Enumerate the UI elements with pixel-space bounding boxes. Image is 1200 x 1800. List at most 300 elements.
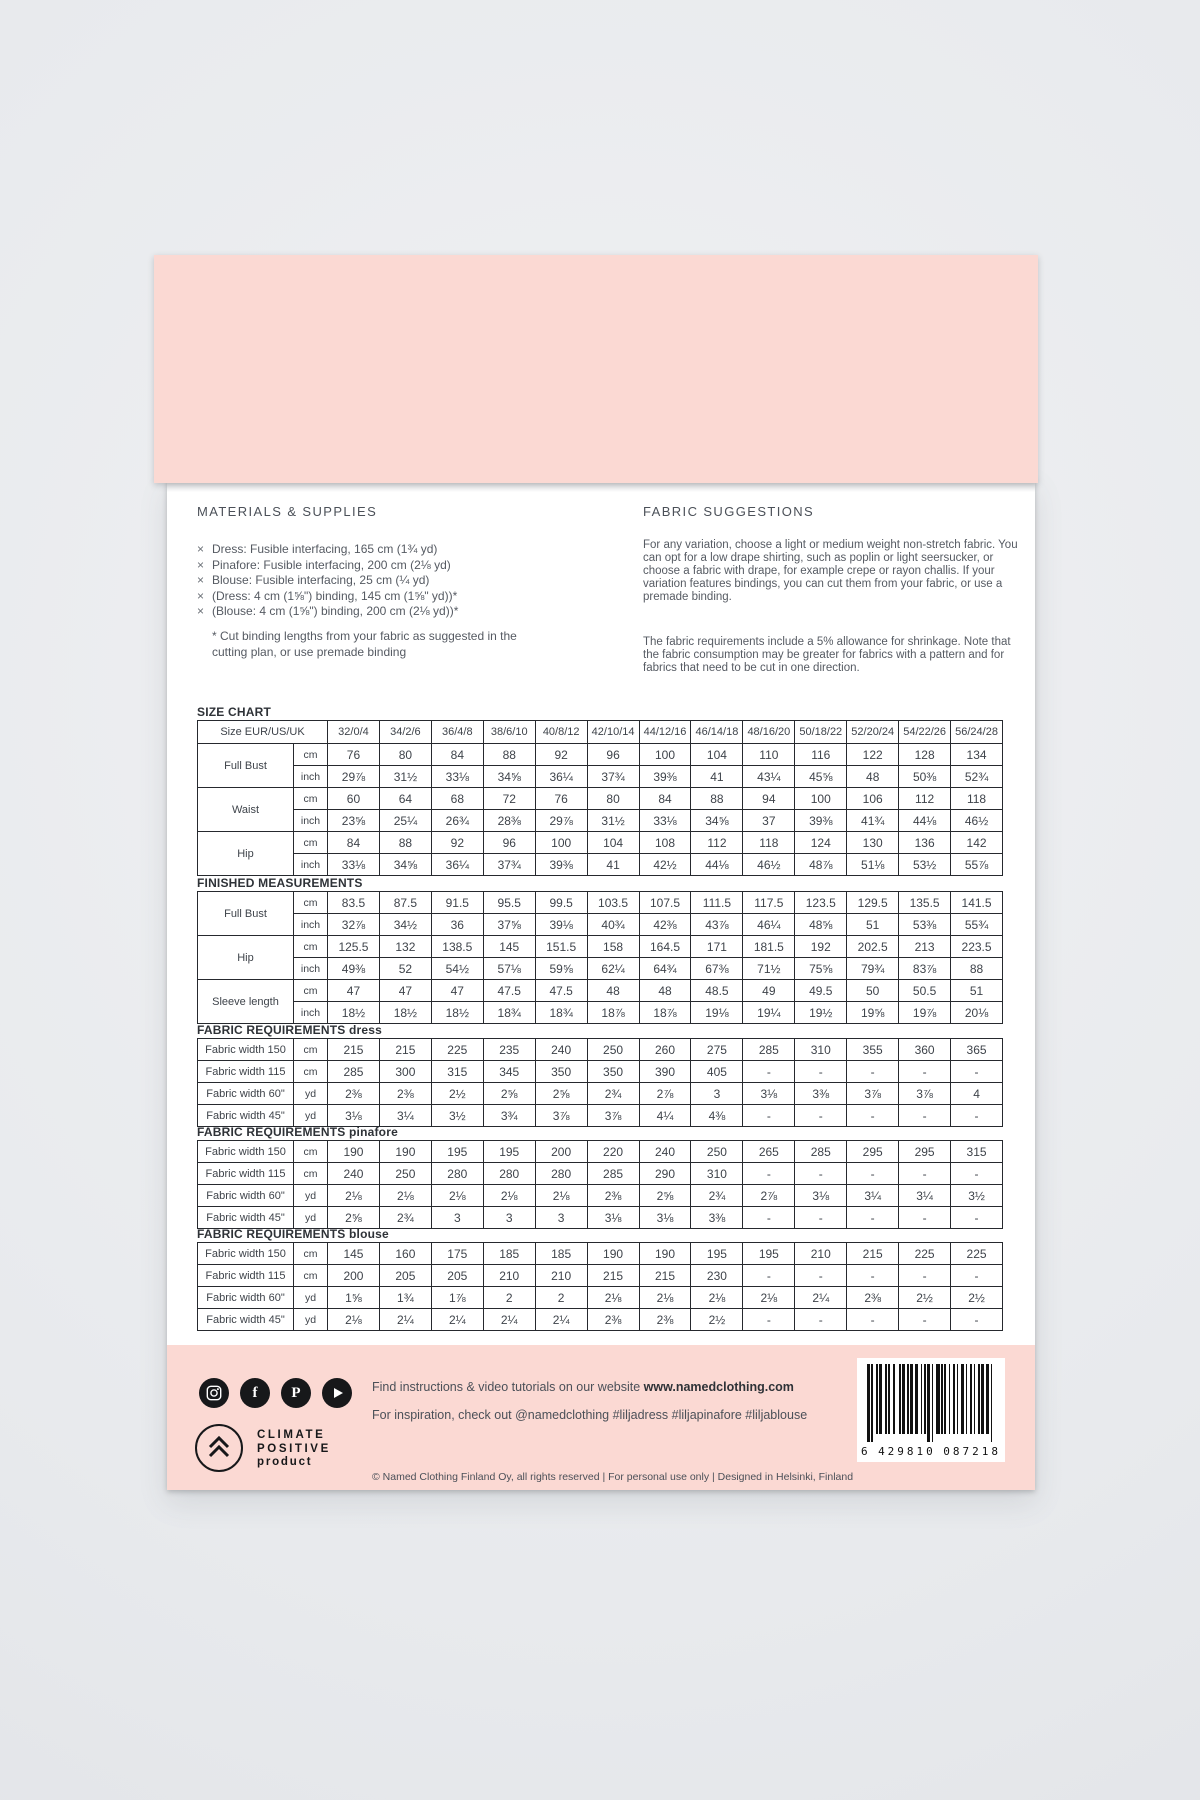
footer-website-line: Find instructions & video tutorials on our website www.namedclothing.com bbox=[372, 1380, 794, 1394]
table-cell: 79¾ bbox=[847, 958, 899, 980]
table-cell: 275 bbox=[691, 1039, 743, 1061]
table-cell: 2 bbox=[535, 1287, 587, 1309]
table-cell: 18⅞ bbox=[587, 1002, 639, 1024]
table-cell: 59⅝ bbox=[535, 958, 587, 980]
youtube-icon bbox=[322, 1378, 352, 1408]
table-cell: - bbox=[899, 1163, 951, 1185]
table-cell: - bbox=[743, 1163, 795, 1185]
table-cell: 2⅛ bbox=[587, 1287, 639, 1309]
table-cell: 47.5 bbox=[483, 980, 535, 1002]
table-cell: 50 bbox=[847, 980, 899, 1002]
table-cell: 53⅜ bbox=[899, 914, 951, 936]
table-cell: 41 bbox=[587, 854, 639, 876]
table-cell: 3⅞ bbox=[899, 1083, 951, 1105]
table-cell: 355 bbox=[847, 1039, 899, 1061]
table-cell: 49.5 bbox=[795, 980, 847, 1002]
table-cell: 48/16/20 bbox=[743, 721, 795, 744]
table-cell: 175 bbox=[431, 1243, 483, 1265]
table-cell: 195 bbox=[743, 1243, 795, 1265]
table-row bbox=[198, 936, 1003, 958]
table-cell: 100 bbox=[535, 832, 587, 854]
table-cell: - bbox=[847, 1105, 899, 1127]
table-cell: - bbox=[743, 1309, 795, 1331]
table-cell: 80 bbox=[587, 788, 639, 810]
table-cell: 40/8/12 bbox=[535, 721, 587, 744]
table-cell: 2⅜ bbox=[328, 1083, 380, 1105]
x-bullet: × bbox=[197, 557, 205, 572]
table-cell: 34/2/6 bbox=[379, 721, 431, 744]
table-cell: 2⅛ bbox=[379, 1185, 431, 1207]
table-cell: 145 bbox=[328, 1243, 380, 1265]
table-cell: 51⅛ bbox=[847, 854, 899, 876]
table-cell: 4⅜ bbox=[691, 1105, 743, 1127]
table-cell: 117.5 bbox=[743, 892, 795, 914]
list-item: × (Dress: 4 cm (1⅝") binding, 145 cm (1⅝" yd))* bbox=[197, 588, 458, 603]
size-chart-table bbox=[197, 720, 1003, 876]
table-cell: 365 bbox=[951, 1039, 1003, 1061]
table-cell: 2⅞ bbox=[743, 1185, 795, 1207]
table-cell: 54/22/26 bbox=[899, 721, 951, 744]
table-row bbox=[198, 1163, 1003, 1185]
table-cell: 94 bbox=[743, 788, 795, 810]
table-cell: 141.5 bbox=[951, 892, 1003, 914]
fabric-req-pinafore bbox=[197, 1140, 1003, 1229]
table-cell: 19½ bbox=[795, 1002, 847, 1024]
table-cell: 91.5 bbox=[431, 892, 483, 914]
table-cell: - bbox=[847, 1207, 899, 1229]
table-cell: 38/6/10 bbox=[483, 721, 535, 744]
table-cell: 48⅝ bbox=[795, 914, 847, 936]
table-cell: 1⅞ bbox=[431, 1287, 483, 1309]
table-cell: - bbox=[899, 1265, 951, 1287]
table-cell: 88 bbox=[951, 958, 1003, 980]
table-cell: 3 bbox=[691, 1083, 743, 1105]
table-cell: 48 bbox=[587, 980, 639, 1002]
table-cell: 1¾ bbox=[379, 1287, 431, 1309]
table-cell: 39⅛ bbox=[535, 914, 587, 936]
table-cell: 2⅛ bbox=[328, 1309, 380, 1331]
table-row bbox=[198, 854, 1003, 876]
table-cell: Fabric width 45" bbox=[198, 1105, 294, 1127]
table-cell: - bbox=[951, 1207, 1003, 1229]
table-cell: 2⅝ bbox=[328, 1207, 380, 1229]
table-cell: 62¼ bbox=[587, 958, 639, 980]
table-cell: 26¾ bbox=[431, 810, 483, 832]
x-bullet: × bbox=[197, 542, 205, 556]
table-cell: 134 bbox=[951, 744, 1003, 766]
table-cell: 160 bbox=[379, 1243, 431, 1265]
table-cell: 34⅝ bbox=[691, 810, 743, 832]
table-cell: - bbox=[951, 1105, 1003, 1127]
table-cell: 19⅝ bbox=[847, 1002, 899, 1024]
table-cell: - bbox=[847, 1309, 899, 1331]
req-pinafore-table bbox=[197, 1140, 1003, 1229]
table-cell: 2¼ bbox=[483, 1309, 535, 1331]
table-cell: - bbox=[743, 1061, 795, 1083]
table-cell: 2⅝ bbox=[639, 1185, 691, 1207]
table-cell: 112 bbox=[691, 832, 743, 854]
table-cell: 34⅝ bbox=[483, 766, 535, 788]
table-cell: yd bbox=[294, 1185, 328, 1207]
table-cell: 3¼ bbox=[899, 1185, 951, 1207]
table-cell: 80 bbox=[379, 744, 431, 766]
table-cell: 2⅜ bbox=[587, 1309, 639, 1331]
table-cell: 190 bbox=[379, 1141, 431, 1163]
table-cell: 3⅞ bbox=[847, 1083, 899, 1105]
table-cell: 3¼ bbox=[379, 1105, 431, 1127]
table-cell: 164.5 bbox=[639, 936, 691, 958]
table-cell: 28⅜ bbox=[483, 810, 535, 832]
table-cell: 3⅛ bbox=[639, 1207, 691, 1229]
table-row bbox=[198, 1207, 1003, 1229]
table-cell: 2½ bbox=[431, 1083, 483, 1105]
table-cell: cm bbox=[294, 1141, 328, 1163]
table-cell: 205 bbox=[431, 1265, 483, 1287]
table-cell: - bbox=[951, 1061, 1003, 1083]
table-cell: 37¾ bbox=[483, 854, 535, 876]
materials-title: MATERIALS & SUPPLIES bbox=[197, 504, 378, 519]
table-cell: 106 bbox=[847, 788, 899, 810]
table-cell: 285 bbox=[587, 1163, 639, 1185]
table-cell: 41 bbox=[691, 766, 743, 788]
x-bullet: × bbox=[197, 604, 205, 619]
table-cell: 215 bbox=[847, 1243, 899, 1265]
table-cell: 34½ bbox=[379, 914, 431, 936]
table-cell: 18¾ bbox=[483, 1002, 535, 1024]
table-cell: 3⅞ bbox=[535, 1105, 587, 1127]
table-cell: 95.5 bbox=[483, 892, 535, 914]
table-row bbox=[198, 914, 1003, 936]
table-cell: 2⅛ bbox=[535, 1185, 587, 1207]
facebook-icon: f bbox=[240, 1378, 270, 1408]
table-cell: 205 bbox=[379, 1265, 431, 1287]
table-cell: - bbox=[899, 1207, 951, 1229]
table-cell: - bbox=[743, 1207, 795, 1229]
table-cell: 132 bbox=[379, 936, 431, 958]
table-row bbox=[198, 1105, 1003, 1127]
binding-footnote: * Cut binding lengths from your fabric as suggested in the cutting plan, or use premade binding bbox=[212, 629, 517, 659]
table-cell: 3⅛ bbox=[795, 1185, 847, 1207]
table-cell: 2¼ bbox=[431, 1309, 483, 1331]
table-cell: 116 bbox=[795, 744, 847, 766]
table-cell: 49 bbox=[743, 980, 795, 1002]
table-cell: 2⅛ bbox=[483, 1185, 535, 1207]
table-cell: yd bbox=[294, 1287, 328, 1309]
list-item: × (Blouse: 4 cm (1⅝") binding, 200 cm (2⅛ yd))* bbox=[197, 604, 459, 619]
table-cell: 250 bbox=[587, 1039, 639, 1061]
table-cell: 130 bbox=[847, 832, 899, 854]
table-row bbox=[198, 766, 1003, 788]
table-cell: 68 bbox=[431, 788, 483, 810]
size-chart bbox=[197, 720, 1003, 876]
table-cell: 210 bbox=[795, 1243, 847, 1265]
table-cell: 84 bbox=[639, 788, 691, 810]
table-cell: 202.5 bbox=[847, 936, 899, 958]
table-cell: 54½ bbox=[431, 958, 483, 980]
table-cell: 41¾ bbox=[847, 810, 899, 832]
table-cell: 18⅞ bbox=[639, 1002, 691, 1024]
table-cell: 215 bbox=[379, 1039, 431, 1061]
pinterest-icon: P bbox=[281, 1378, 311, 1408]
table-row bbox=[198, 892, 1003, 914]
table-cell: 3⅞ bbox=[587, 1105, 639, 1127]
table-cell: 83.5 bbox=[328, 892, 380, 914]
table-cell: 295 bbox=[899, 1141, 951, 1163]
table-cell: 64¾ bbox=[639, 958, 691, 980]
table-cell: 125.5 bbox=[328, 936, 380, 958]
table-cell: 92 bbox=[431, 832, 483, 854]
table-cell: 20⅛ bbox=[951, 1002, 1003, 1024]
table-cell: Fabric width 150 bbox=[198, 1141, 294, 1163]
table-cell: 2¾ bbox=[691, 1185, 743, 1207]
table-cell: 185 bbox=[483, 1243, 535, 1265]
table-cell: 19⅛ bbox=[691, 1002, 743, 1024]
table-cell: 36/4/8 bbox=[431, 721, 483, 744]
table-cell: 290 bbox=[639, 1163, 691, 1185]
table-cell: cm bbox=[294, 1163, 328, 1185]
table-cell: 96 bbox=[587, 744, 639, 766]
table-cell: Fabric width 150 bbox=[198, 1243, 294, 1265]
table-cell: 52 bbox=[379, 958, 431, 980]
finished-measurements bbox=[197, 891, 1003, 1024]
table-cell: 45⅝ bbox=[795, 766, 847, 788]
table-cell: inch bbox=[294, 914, 328, 936]
table-cell: 18½ bbox=[379, 1002, 431, 1024]
table-cell: Fabric width 115 bbox=[198, 1163, 294, 1185]
table-cell: Full Bust bbox=[198, 892, 294, 936]
table-cell: 51 bbox=[951, 980, 1003, 1002]
table-cell: 110 bbox=[743, 744, 795, 766]
table-cell: - bbox=[951, 1309, 1003, 1331]
table-cell: Waist bbox=[198, 788, 294, 832]
instagram-icon bbox=[199, 1378, 229, 1408]
table-cell: 44⅛ bbox=[691, 854, 743, 876]
table-cell: 2¾ bbox=[379, 1207, 431, 1229]
table-cell: 192 bbox=[795, 936, 847, 958]
table-cell: 2½ bbox=[899, 1287, 951, 1309]
table-row bbox=[198, 1287, 1003, 1309]
table-cell: 2⅝ bbox=[483, 1083, 535, 1105]
fabric-suggestions-paragraph: For any variation, choose a light or medium weight non-stretch fabric. You can opt for a low drape shirting, such as poplin or light seersucker, or choose a fabric with drape, for example crepe or rayon challis. If your variation features bindings, you can cut them from your fabric, or use a premade binding. bbox=[643, 539, 1018, 603]
table-cell: 100 bbox=[639, 744, 691, 766]
table-cell: 18¾ bbox=[535, 1002, 587, 1024]
table-cell: 2¼ bbox=[535, 1309, 587, 1331]
table-cell: 2⅜ bbox=[587, 1185, 639, 1207]
table-cell: 43¼ bbox=[743, 766, 795, 788]
table-cell: 104 bbox=[587, 832, 639, 854]
table-cell: 2 bbox=[483, 1287, 535, 1309]
table-cell: 72 bbox=[483, 788, 535, 810]
table-cell: 47.5 bbox=[535, 980, 587, 1002]
x-bullet: × bbox=[197, 588, 205, 603]
table-cell: 295 bbox=[847, 1141, 899, 1163]
table-row bbox=[198, 1083, 1003, 1105]
table-cell: 36 bbox=[431, 914, 483, 936]
table-cell: - bbox=[847, 1265, 899, 1287]
table-cell: 3¼ bbox=[847, 1185, 899, 1207]
table-cell: 43⅞ bbox=[691, 914, 743, 936]
table-cell: 240 bbox=[535, 1039, 587, 1061]
table-cell: 158 bbox=[587, 936, 639, 958]
table-cell: 33⅛ bbox=[639, 810, 691, 832]
barcode bbox=[857, 1358, 1005, 1462]
table-cell: 3⅛ bbox=[743, 1083, 795, 1105]
table-row bbox=[198, 1243, 1003, 1265]
table-cell: Fabric width 150 bbox=[198, 1039, 294, 1061]
table-cell: 3⅜ bbox=[795, 1083, 847, 1105]
table-cell: 31½ bbox=[587, 810, 639, 832]
table-cell: 87.5 bbox=[379, 892, 431, 914]
table-cell: 107.5 bbox=[639, 892, 691, 914]
table-cell: 250 bbox=[691, 1141, 743, 1163]
table-cell: 315 bbox=[951, 1141, 1003, 1163]
table-cell: 250 bbox=[379, 1163, 431, 1185]
table-cell: 136 bbox=[899, 832, 951, 854]
finished-measurements-title: FINISHED MEASUREMENTS bbox=[197, 876, 363, 890]
table-cell: 44/12/16 bbox=[639, 721, 691, 744]
table-cell: 280 bbox=[431, 1163, 483, 1185]
table-cell: 48.5 bbox=[691, 980, 743, 1002]
table-cell: - bbox=[899, 1105, 951, 1127]
table-cell: 23⅝ bbox=[328, 810, 380, 832]
table-cell: 55¾ bbox=[951, 914, 1003, 936]
table-cell: 128 bbox=[899, 744, 951, 766]
materials-list bbox=[197, 542, 458, 620]
table-cell: 280 bbox=[483, 1163, 535, 1185]
table-cell: 42½ bbox=[639, 854, 691, 876]
table-cell: 190 bbox=[639, 1243, 691, 1265]
table-cell: 1⅝ bbox=[328, 1287, 380, 1309]
table-cell: 215 bbox=[639, 1265, 691, 1287]
table-cell: 230 bbox=[691, 1265, 743, 1287]
table-cell: 190 bbox=[587, 1243, 639, 1265]
table-cell: - bbox=[743, 1105, 795, 1127]
table-cell: - bbox=[847, 1163, 899, 1185]
table-cell: 135.5 bbox=[899, 892, 951, 914]
table-cell: 47 bbox=[328, 980, 380, 1002]
table-cell: 3 bbox=[535, 1207, 587, 1229]
table-cell: 52¾ bbox=[951, 766, 1003, 788]
table-cell: 42/10/14 bbox=[587, 721, 639, 744]
table-cell: 310 bbox=[691, 1163, 743, 1185]
table-cell: 50.5 bbox=[899, 980, 951, 1002]
table-row bbox=[198, 832, 1003, 854]
table-cell: 29⅞ bbox=[535, 810, 587, 832]
fabric-suggestions-title: FABRIC SUGGESTIONS bbox=[643, 504, 815, 519]
table-row bbox=[198, 810, 1003, 832]
table-cell: 360 bbox=[899, 1039, 951, 1061]
website-url: www.namedclothing.com bbox=[643, 1380, 794, 1394]
table-cell: 2⅜ bbox=[639, 1309, 691, 1331]
table-cell: 2¼ bbox=[379, 1309, 431, 1331]
size-chart-title: SIZE CHART bbox=[197, 705, 271, 719]
table-cell: 48 bbox=[639, 980, 691, 1002]
table-cell: 260 bbox=[639, 1039, 691, 1061]
table-cell: 92 bbox=[535, 744, 587, 766]
table-cell: 75⅝ bbox=[795, 958, 847, 980]
table-cell: 37⅝ bbox=[483, 914, 535, 936]
table-row bbox=[198, 1061, 1003, 1083]
table-cell: 47 bbox=[379, 980, 431, 1002]
table-cell: 225 bbox=[899, 1243, 951, 1265]
list-item: × Dress: Fusible interfacing, 165 cm (1¾ yd) bbox=[197, 542, 438, 556]
table-cell: cm bbox=[294, 1243, 328, 1265]
table-cell: 3 bbox=[483, 1207, 535, 1229]
fabric-req-pinafore-title: FABRIC REQUIREMENTS pinafore bbox=[197, 1125, 398, 1139]
table-cell: 265 bbox=[743, 1141, 795, 1163]
envelope-front-flap bbox=[154, 255, 1038, 483]
table-cell: 350 bbox=[587, 1061, 639, 1083]
table-cell: 96 bbox=[483, 832, 535, 854]
table-cell: inch bbox=[294, 810, 328, 832]
table-cell: 3½ bbox=[431, 1105, 483, 1127]
table-cell: 240 bbox=[639, 1141, 691, 1163]
table-cell: 210 bbox=[483, 1265, 535, 1287]
table-cell: Fabric width 45" bbox=[198, 1207, 294, 1229]
table-cell: 181.5 bbox=[743, 936, 795, 958]
table-cell: 37 bbox=[743, 810, 795, 832]
table-cell: 2⅝ bbox=[535, 1083, 587, 1105]
table-cell: 60 bbox=[328, 788, 380, 810]
table-cell: yd bbox=[294, 1105, 328, 1127]
table-cell: 51 bbox=[847, 914, 899, 936]
table-cell: 37¾ bbox=[587, 766, 639, 788]
table-cell: 195 bbox=[691, 1243, 743, 1265]
table-row bbox=[198, 958, 1003, 980]
table-cell: 142 bbox=[951, 832, 1003, 854]
table-row bbox=[198, 1039, 1003, 1061]
table-cell: 3⅜ bbox=[691, 1207, 743, 1229]
table-cell: yd bbox=[294, 1083, 328, 1105]
table-cell: 225 bbox=[431, 1039, 483, 1061]
table-cell: 118 bbox=[743, 832, 795, 854]
table-cell: 151.5 bbox=[535, 936, 587, 958]
table-cell: yd bbox=[294, 1309, 328, 1331]
fabric-req-dress bbox=[197, 1038, 1003, 1127]
table-row bbox=[198, 744, 1003, 766]
table-cell: 39⅜ bbox=[795, 810, 847, 832]
table-cell: - bbox=[951, 1163, 1003, 1185]
table-cell: 44⅛ bbox=[899, 810, 951, 832]
table-cell: 2⅛ bbox=[691, 1287, 743, 1309]
table-cell: - bbox=[795, 1061, 847, 1083]
table-cell: 88 bbox=[379, 832, 431, 854]
table-cell: - bbox=[899, 1061, 951, 1083]
table-cell: Fabric width 115 bbox=[198, 1061, 294, 1083]
table-cell: 118 bbox=[951, 788, 1003, 810]
table-cell: 39⅜ bbox=[639, 766, 691, 788]
table-cell: 3½ bbox=[951, 1185, 1003, 1207]
table-cell: cm bbox=[294, 788, 328, 810]
table-cell: 145 bbox=[483, 936, 535, 958]
table-cell: 76 bbox=[535, 788, 587, 810]
table-cell: 4¼ bbox=[639, 1105, 691, 1127]
table-cell: 2⅛ bbox=[743, 1287, 795, 1309]
table-cell: 18½ bbox=[431, 1002, 483, 1024]
table-cell: yd bbox=[294, 1207, 328, 1229]
table-cell: 3 bbox=[431, 1207, 483, 1229]
table-cell: Full Bust bbox=[198, 744, 294, 788]
table-cell: 32/0/4 bbox=[328, 721, 380, 744]
table-cell: 55⅞ bbox=[951, 854, 1003, 876]
footer-hashtags-line: For inspiration, check out @namedclothing #liljadress #liljapinafore #liljablouse bbox=[372, 1408, 808, 1422]
table-cell: 2½ bbox=[691, 1309, 743, 1331]
table-cell: cm bbox=[294, 744, 328, 766]
table-cell: 76 bbox=[328, 744, 380, 766]
table-cell: 2⅜ bbox=[847, 1287, 899, 1309]
table-cell: 171 bbox=[691, 936, 743, 958]
table-row bbox=[198, 1265, 1003, 1287]
